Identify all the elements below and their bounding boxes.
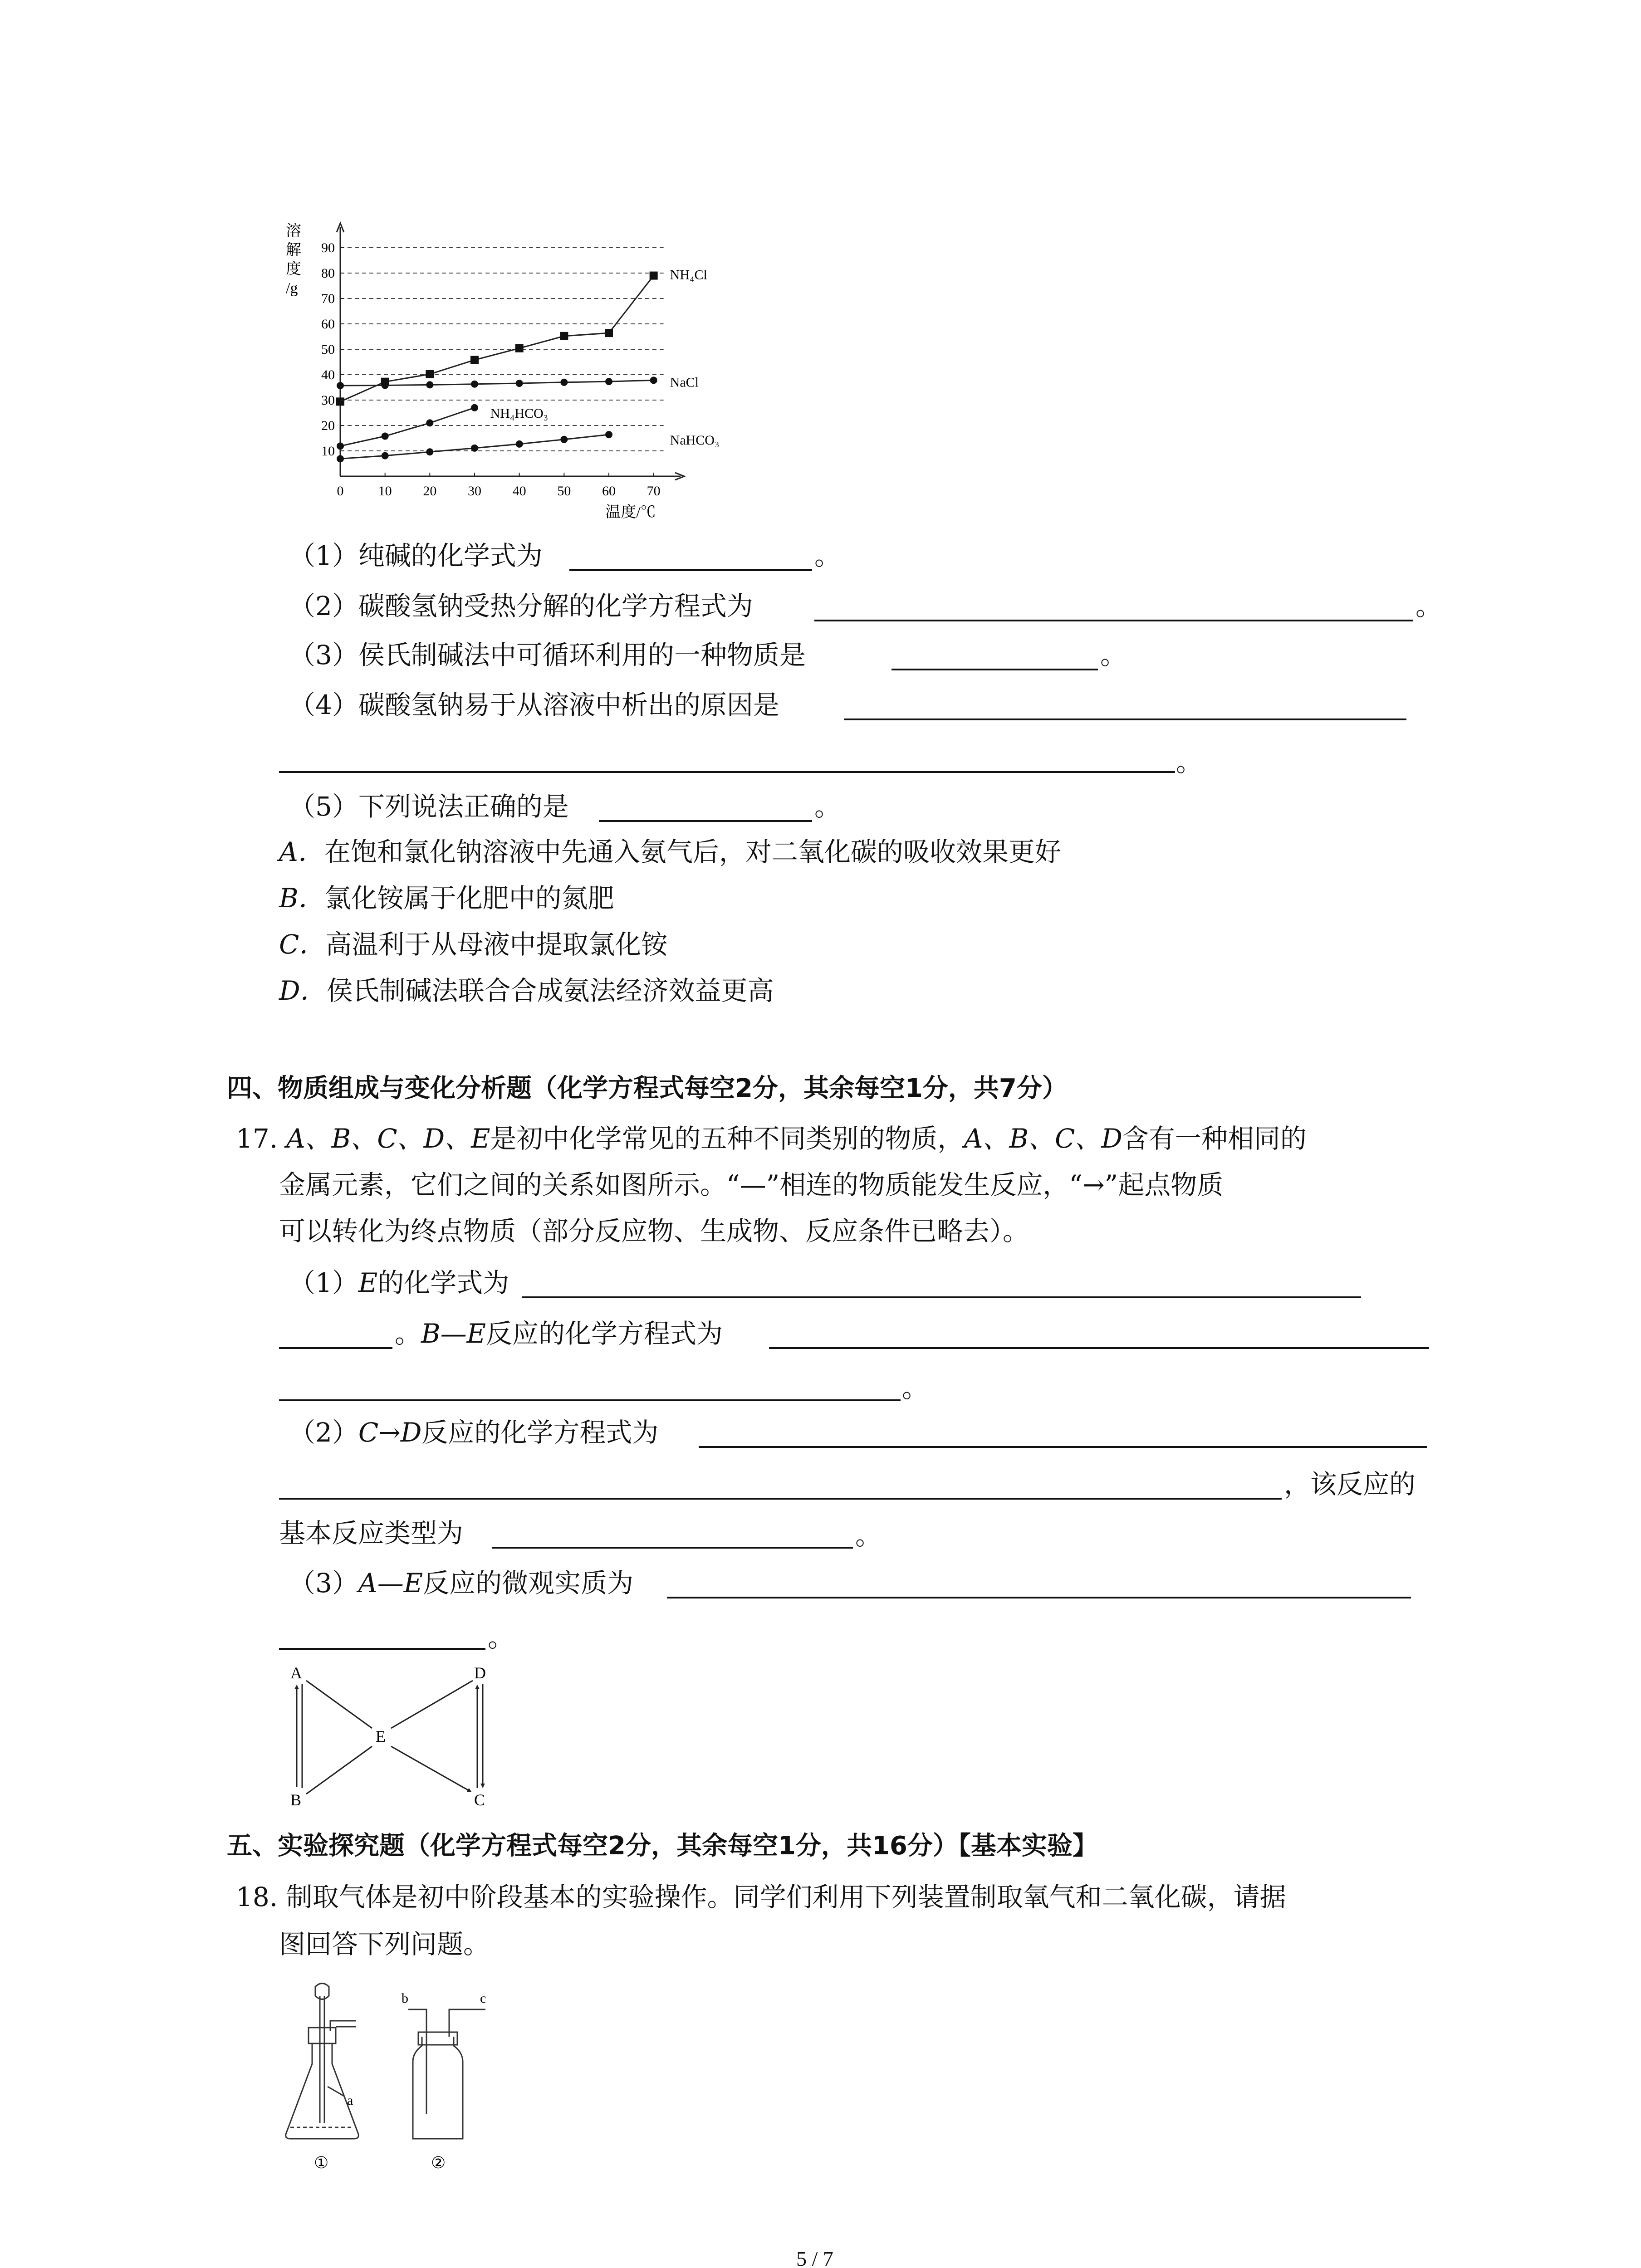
- series-point: [605, 431, 612, 438]
- q17-blank2b[interactable]: [279, 1498, 1282, 1500]
- q16-option-b: B．氯化铵属于化肥中的氮肥: [279, 883, 614, 914]
- q16-option-d: D．侯氏制碱法联合合成氨法经济效益更高: [279, 975, 774, 1006]
- series-line-2: [340, 408, 475, 446]
- series-point: [337, 442, 344, 450]
- line-e-d: [391, 1681, 473, 1728]
- conical-flask: [286, 2043, 359, 2139]
- series-label-3: NaHCO₃: [670, 433, 720, 448]
- q17-blank1d[interactable]: [279, 1399, 901, 1401]
- arrow-e-to-c: [391, 1746, 471, 1792]
- series-point: [336, 397, 344, 406]
- q17-part2-type: 基本反应类型为: [279, 1518, 464, 1549]
- stopper-2: [418, 2032, 457, 2045]
- y-tick-label-50: 50: [321, 342, 335, 357]
- q16-part1-end: 。: [814, 540, 841, 571]
- section5-title: 五、实验探究题（化学方程式每空2分，其余每空1分，共16分）【基本实验】: [227, 1831, 1098, 1861]
- node-a: A: [290, 1664, 302, 1682]
- q16-blank3[interactable]: [892, 669, 1098, 670]
- line-b-e: [306, 1746, 372, 1794]
- series-point: [605, 378, 612, 385]
- y-axis-label-part: 解: [286, 242, 301, 259]
- y-tick-label-60: 60: [321, 317, 335, 332]
- node-d: D: [474, 1664, 486, 1682]
- label-b: b: [402, 1991, 408, 2006]
- section4-title: 四、物质组成与变化分析题（化学方程式每空2分，其余每空1分，共7分）: [227, 1074, 1068, 1103]
- series-point: [382, 433, 389, 440]
- q17-blank2c[interactable]: [492, 1547, 853, 1549]
- x-tick-label-60: 60: [602, 484, 616, 499]
- q16-part5-end: 。: [814, 791, 841, 822]
- q16-blank4b[interactable]: [279, 771, 1175, 773]
- series-point: [471, 381, 478, 388]
- series-point: [470, 356, 479, 364]
- gas-bottle: [413, 2037, 463, 2139]
- label-a: a: [347, 2093, 353, 2108]
- q17-part1-cont: 。B—E反应的化学方程式为: [395, 1318, 723, 1349]
- label-2: ②: [431, 2154, 446, 2172]
- delivery-tube-1: [330, 2021, 356, 2031]
- q16-blank4a[interactable]: [844, 719, 1406, 720]
- series-point: [516, 440, 523, 448]
- separatory-funnel: [315, 1984, 329, 1999]
- series-point: [471, 404, 478, 411]
- q17-part2: （2）C→D反应的化学方程式为: [289, 1417, 659, 1448]
- series-point: [560, 332, 568, 340]
- y-tick-label-30: 30: [321, 393, 335, 408]
- y-tick-label-70: 70: [321, 291, 335, 306]
- label-c: c: [480, 1991, 486, 2006]
- page-number: 5 / 7: [796, 2247, 833, 2268]
- x-tick-label-50: 50: [557, 484, 571, 499]
- series-label-2: NH₄HCO₃: [490, 406, 549, 421]
- series-point: [382, 382, 389, 389]
- x-tick-label-70: 70: [647, 484, 661, 499]
- x-tick-label-10: 10: [378, 484, 392, 499]
- q17-blank3a[interactable]: [667, 1597, 1411, 1598]
- node-e: E: [376, 1727, 386, 1745]
- series-label-1: NaCl: [670, 375, 699, 390]
- q17-part3-end: 。: [488, 1622, 514, 1653]
- series-label-0: NH₄Cl: [670, 267, 707, 283]
- relationship-diagram: [272, 1656, 499, 1823]
- y-tick-label-90: 90: [321, 240, 335, 255]
- label-1: ①: [314, 2154, 329, 2172]
- q17-blank2a[interactable]: [699, 1446, 1427, 1448]
- line-a-e: [306, 1681, 372, 1728]
- x-tick-label-30: 30: [468, 484, 481, 499]
- q16-option-a: A．在饱和氯化钠溶液中先通入氨气后，对二氧化碳的吸收效果更好: [279, 836, 1061, 867]
- series-point: [337, 382, 344, 389]
- series-point: [426, 448, 433, 455]
- y-axis-label-part: /g: [286, 280, 298, 297]
- series-point: [516, 380, 523, 387]
- q16-blank5[interactable]: [599, 820, 812, 822]
- y-axis-label-part: 溶: [286, 223, 301, 240]
- series-point: [650, 376, 657, 384]
- q16-part2: （2）碳酸氢钠受热分解的化学方程式为: [289, 591, 753, 621]
- x-axis-label: 温度/℃: [605, 504, 656, 521]
- q17-line2: 金属元素，它们之间的关系如图所示。“—”相连的物质能发生反应，“→”起点物质: [279, 1169, 1224, 1200]
- series-point: [382, 452, 389, 459]
- y-axis-label-part: 度: [286, 261, 301, 278]
- q17-part1-end: 。: [902, 1373, 929, 1403]
- q17-part2-end: 。: [855, 1520, 882, 1551]
- q17-blank1b[interactable]: [279, 1347, 392, 1349]
- series-point: [515, 344, 524, 352]
- series-point: [426, 370, 434, 378]
- q17-part3: （3）A—E反应的微观实质为: [289, 1568, 634, 1598]
- q16-part4-end: 。: [1176, 747, 1203, 777]
- q18-line2: 图回答下列问题。: [279, 1929, 490, 1960]
- series-point: [560, 436, 568, 443]
- y-tick-label-40: 40: [321, 367, 335, 382]
- q17-line3: 可以转化为终点物质（部分反应物、生成物、反应条件已略去）。: [279, 1216, 1029, 1246]
- q16-blank2[interactable]: [814, 620, 1413, 621]
- y-tick-label-10: 10: [321, 444, 335, 459]
- series-point: [650, 272, 658, 280]
- y-tick-label-20: 20: [321, 418, 335, 433]
- q16-part1: （1）纯碱的化学式为: [289, 540, 543, 571]
- q17-part1: （1）E的化学式为: [289, 1267, 509, 1298]
- stopper-1: [309, 2028, 336, 2043]
- apparatus-figure: [272, 1978, 526, 2182]
- q16-part5: （5）下列说法正确的是: [289, 791, 569, 822]
- q17-blank3b[interactable]: [279, 1648, 485, 1650]
- node-b: B: [290, 1791, 302, 1809]
- q17-blank1c[interactable]: [769, 1347, 1429, 1349]
- q17-line1: 17. A、B、C、D、E是初中化学常见的五种不同类别的物质，A、B、C、D含有一种相同的: [236, 1123, 1307, 1154]
- q16-part3: （3）侯氏制碱法中可循环利用的一种物质是: [289, 640, 806, 670]
- q17-part2-mid: ，该反应的: [1284, 1469, 1416, 1500]
- tube-b: [408, 2009, 426, 2114]
- series-point: [605, 329, 613, 337]
- q16-part4: （4）碳酸氢钠易于从溶液中析出的原因是: [289, 689, 779, 720]
- q18-line1: 18. 制取气体是初中阶段基本的实验操作。同学们利用下列装置制取氧气和二氧化碳，请据: [236, 1882, 1286, 1912]
- series-point: [337, 455, 344, 462]
- q16-part2-end: 。: [1416, 591, 1442, 621]
- x-tick-label-0: 0: [337, 484, 344, 499]
- y-tick-label-80: 80: [321, 266, 335, 281]
- node-c: C: [474, 1791, 485, 1809]
- series-point: [560, 379, 568, 386]
- x-tick-label-40: 40: [512, 484, 526, 499]
- q16-blank1[interactable]: [569, 569, 812, 571]
- solubility-chart: [272, 218, 720, 535]
- x-tick-label-20: 20: [423, 484, 437, 499]
- series-point: [426, 419, 433, 426]
- q17-blank1a[interactable]: [522, 1296, 1361, 1298]
- q16-option-c: C．高温利于从母液中提取氯化铵: [279, 929, 668, 960]
- series-point: [426, 381, 433, 388]
- q16-part3-end: 。: [1100, 640, 1127, 670]
- series-point: [471, 445, 478, 452]
